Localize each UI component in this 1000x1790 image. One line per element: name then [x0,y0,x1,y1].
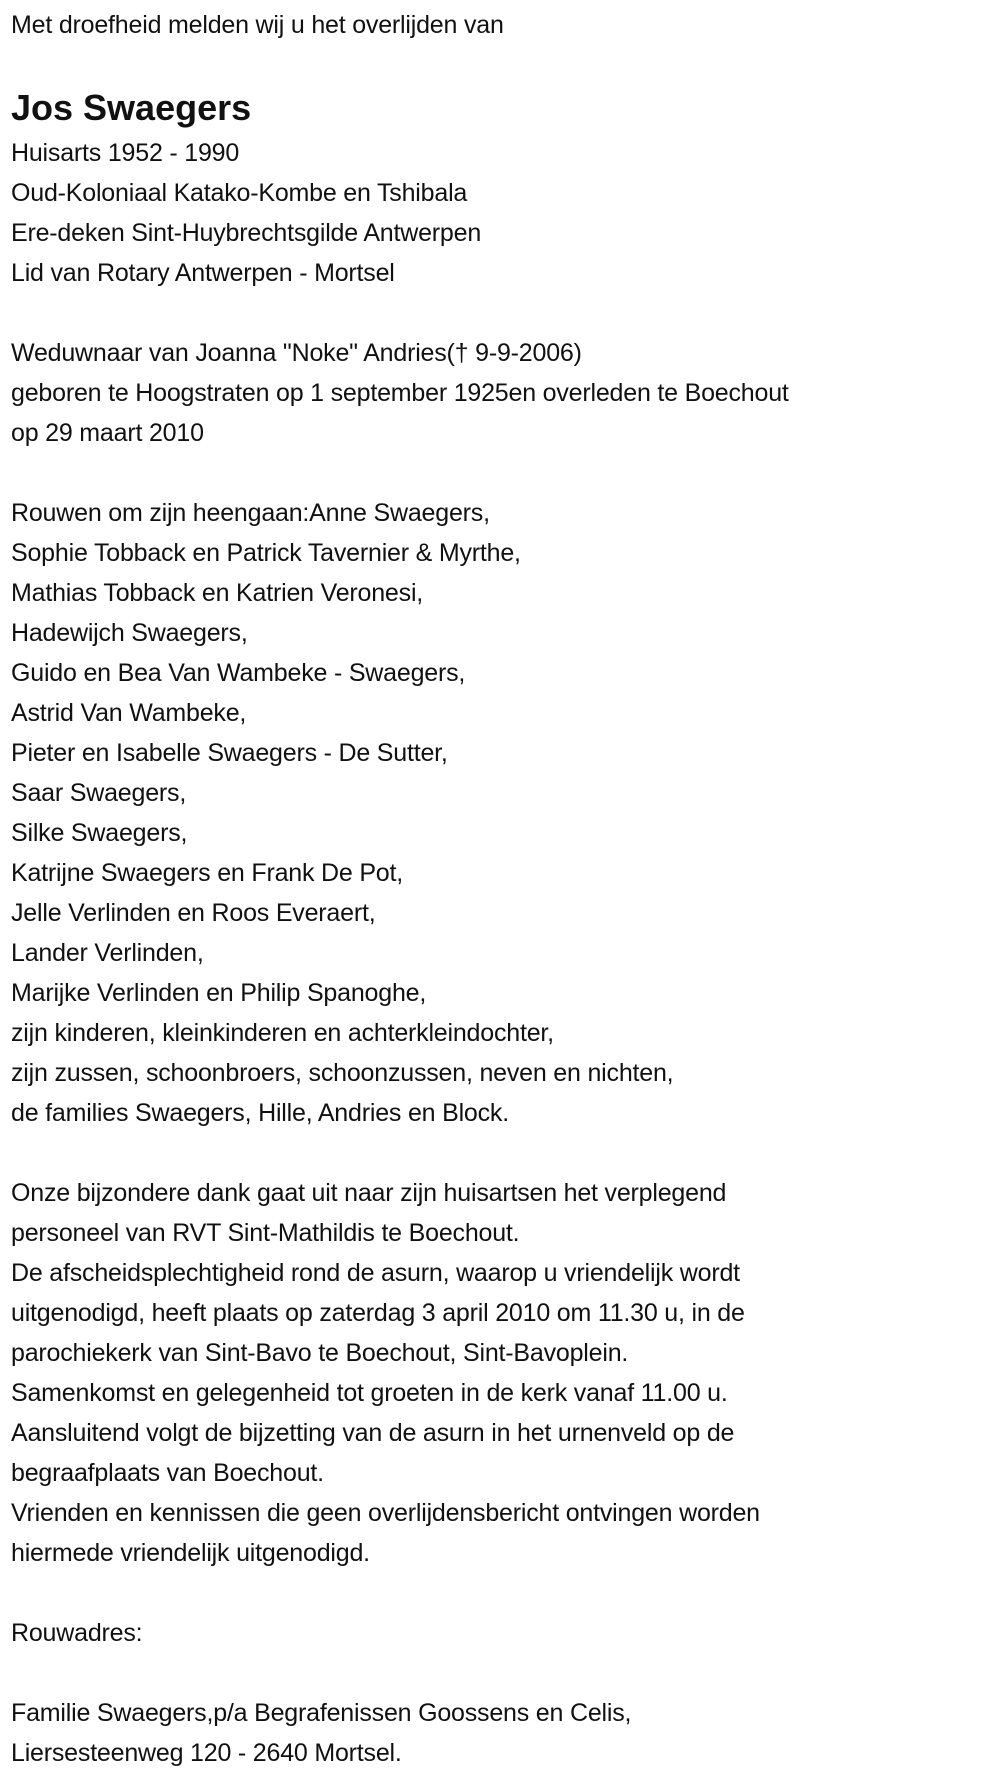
text-line: Silke Swaegers, [11,819,188,847]
text-line: Weduwnaar van Joanna "Noke" Andries(† 9-9-2006) [11,339,582,367]
titles-section [11,133,1000,293]
text-line: hiermede vriendelijk uitgenodigd. [11,1539,370,1567]
text-line: uitgenodigd, heeft plaats op zaterdag 3 april 2010 om 11.30 u, in de [11,1299,745,1327]
text-line: Rouwen om zijn heengaan:Anne Swaegers, [11,499,490,527]
text-line: Astrid Van Wambeke, [11,699,247,727]
text-line: Katrijne Swaegers en Frank De Pot, [11,859,404,887]
text-line: Oud-Koloniaal Katako-Kombe en Tshibala [11,179,468,207]
text-line: Sophie Tobback en Patrick Tavernier & Myrthe, [11,539,521,567]
text-line: Mathias Tobback en Katrien Veronesi, [11,579,424,607]
address-section [11,1693,1000,1773]
blank-line [11,1133,1000,1173]
mourners-section [11,493,1000,1133]
blank-line [11,1573,1000,1613]
text-line: geboren te Hoogstraten op 1 september 1925en overleden te Boechout [11,379,789,407]
text-line: Lander Verlinden, [11,939,204,967]
text-line: parochiekerk van Sint-Bavo te Boechout, Sint-Bavoplein. [11,1339,629,1367]
blank-line [11,453,1000,493]
text-line: Jelle Verlinden en Roos Everaert, [11,899,376,927]
text-line: zijn kinderen, kleinkinderen en achterkleindochter, [11,1019,554,1047]
blank-line [11,1653,1000,1693]
text-line: De afscheidsplechtigheid rond de asurn, waarop u vriendelijk wordt [11,1259,740,1287]
biography-section [11,333,1000,453]
text-line: begraafplaats van Boechout. [11,1459,324,1487]
text-line: Familie Swaegers,p/a Begrafenissen Goossens en Celis, [11,1699,632,1727]
address-label-section [11,1613,1000,1653]
text-line: Rouwadres: [11,1619,143,1647]
text-line: Saar Swaegers, [11,779,187,807]
intro-line: Met droefheid melden wij u het overlijden van [11,11,504,39]
text-line: Marijke Verlinden en Philip Spanoghe, [11,979,427,1007]
obituary-document [11,5,1000,1773]
text-line: Liersesteenweg 120 - 2640 Mortsel. [11,1739,402,1767]
text-line: de families Swaegers, Hille, Andries en Block. [11,1099,509,1127]
text-line: Lid van Rotary Antwerpen - Mortsel [11,259,395,287]
text-line: Pieter en Isabelle Swaegers - De Sutter, [11,739,448,767]
text-line: Samenkomst en gelegenheid tot groeten in de kerk vanaf 11.00 u. [11,1379,728,1407]
text-line: Onze bijzondere dank gaat uit naar zijn huisartsen het verplegend [11,1179,727,1207]
text-line: zijn zussen, schoonbroers, schoonzussen, neven en nichten, [11,1059,674,1087]
text-line: op 29 maart 2010 [11,419,204,447]
text-line: Ere-deken Sint-Huybrechtsgilde Antwerpen [11,219,482,247]
text-line: Vrienden en kennissen die geen overlijdensbericht ontvingen worden [11,1499,760,1527]
text-line: Hadewijch Swaegers, [11,619,248,647]
text-line: personeel van RVT Sint-Mathildis te Boechout. [11,1219,520,1247]
ceremony-section [11,1173,1000,1573]
text-line: Aansluitend volgt de bijzetting van de asurn in het urnenveld op de [11,1419,735,1447]
blank-line [11,293,1000,333]
obituary-body [11,133,1000,1773]
text-line: Guido en Bea Van Wambeke - Swaegers, [11,659,466,687]
deceased-name: Jos Swaegers [11,87,252,128]
text-line: Huisarts 1952 - 1990 [11,139,240,167]
